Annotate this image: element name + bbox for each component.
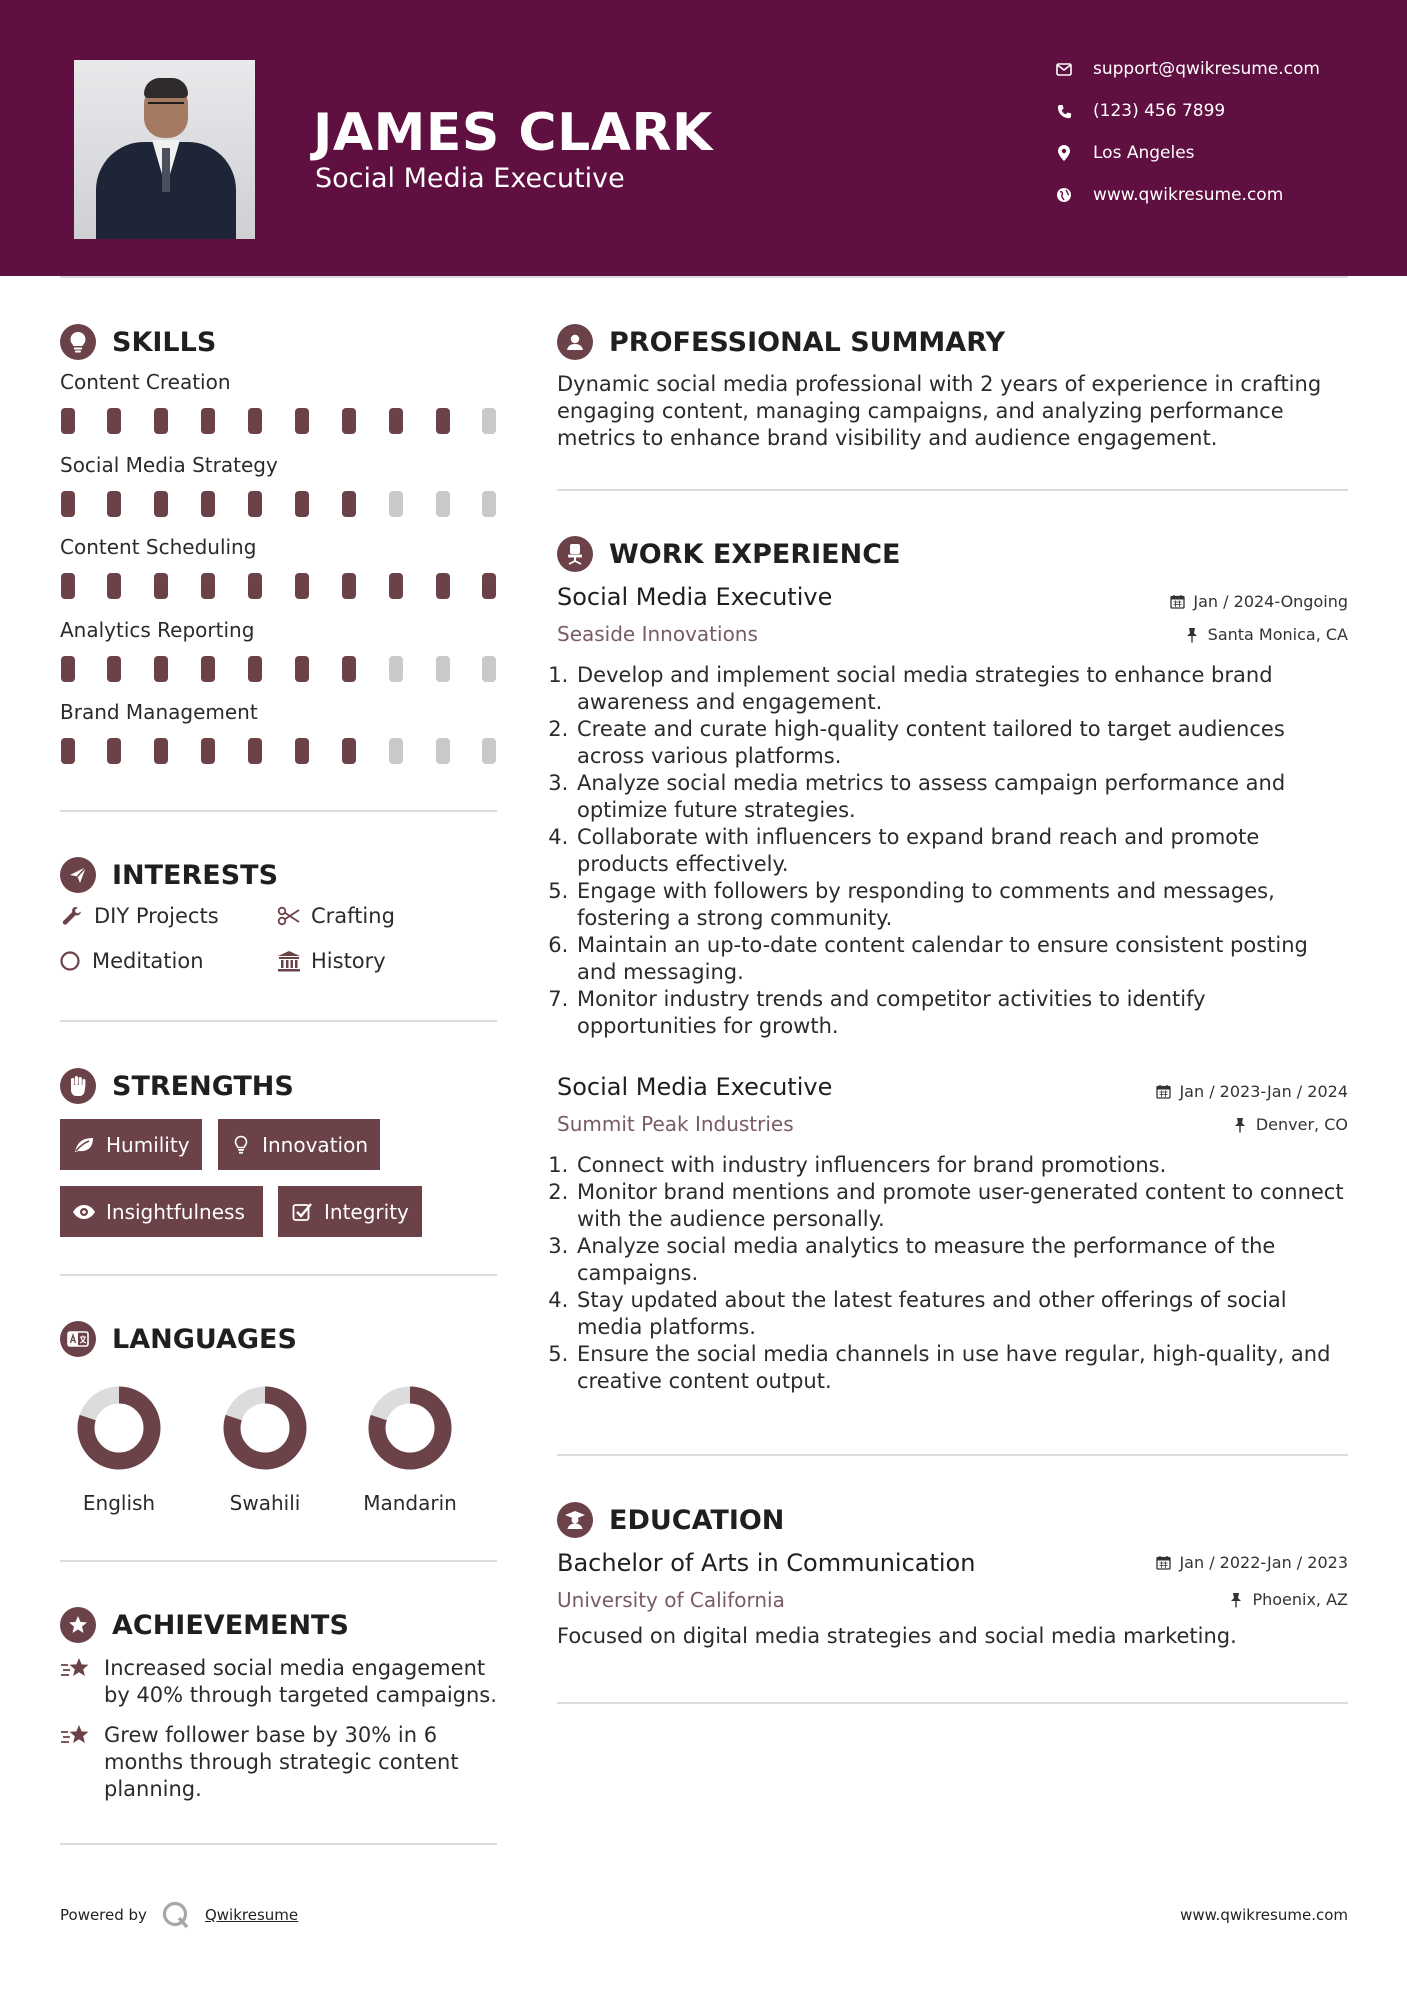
paper-plane-icon	[60, 857, 96, 893]
skill-pill-filled	[248, 491, 262, 517]
job-location	[1232, 1115, 1348, 1134]
pushpin-icon	[1228, 1592, 1244, 1608]
skill-pill-filled	[61, 656, 75, 682]
shooting-star-icon	[60, 1722, 92, 1750]
job-bullet: 7. Monitor industry trends and competitor activities to identify opportunities for growth.	[575, 986, 1347, 1040]
job-bullet: 1. Develop and implement social media strategies to enhance brand awareness and engagement.	[575, 662, 1347, 716]
map-pin-icon	[1055, 144, 1073, 162]
interest-label: Crafting	[311, 904, 395, 928]
skill-pill-filled	[295, 656, 309, 682]
contact-phone-text: (123) 456 7899	[1093, 101, 1226, 121]
skill-pill-filled	[248, 738, 262, 764]
section-divider	[60, 1560, 497, 1562]
skill-pill-empty	[436, 656, 450, 682]
lightbulb-icon	[230, 1133, 252, 1157]
skill-name: Content Scheduling	[60, 535, 257, 559]
interests-title: INTERESTS	[112, 859, 279, 891]
calendar-icon	[1155, 1555, 1171, 1571]
languages-title: LANGUAGES	[112, 1323, 297, 1355]
skill-pill-empty	[482, 491, 496, 517]
skill-pill-filled	[342, 491, 356, 517]
skill-pill-filled	[201, 656, 215, 682]
wrench-icon	[60, 904, 84, 928]
job-dates	[1169, 592, 1348, 611]
strength-tag	[60, 1119, 202, 1170]
skill-name: Brand Management	[60, 700, 258, 724]
skill-pill-filled	[201, 573, 215, 599]
achievements-title: ACHIEVEMENTS	[112, 1609, 349, 1641]
profile-photo	[74, 60, 255, 239]
pushpin-icon	[1232, 1117, 1248, 1133]
summary-heading	[557, 324, 1005, 360]
user-circle-icon	[557, 324, 593, 360]
powered-by	[60, 1900, 298, 1930]
education-title: EDUCATION	[609, 1504, 785, 1536]
contact-email-text: support@qwikresume.com	[1093, 59, 1320, 79]
language-name: Mandarin	[363, 1491, 457, 1515]
summary-text: Dynamic social media professional with 2 years of experience in crafting engaging content, managing campaigns, and analyzing performance metrics to enhance brand visibility and audience engagement.	[557, 372, 1322, 450]
museum-icon	[277, 949, 301, 973]
interests-heading	[60, 857, 278, 893]
pushpin-icon	[1184, 627, 1200, 643]
experience-heading	[557, 536, 900, 572]
skill-name: Analytics Reporting	[60, 618, 255, 642]
job-bullet: 2. Create and curate high-quality content tailored to target audiences across various platforms.	[575, 716, 1347, 770]
job-dates-text: Jan / 2023-Jan / 2024	[1179, 1082, 1348, 1101]
skill-pill-empty	[482, 656, 496, 682]
skill-pill-filled	[201, 491, 215, 517]
eye-icon	[72, 1200, 96, 1224]
strengths-heading	[60, 1068, 294, 1104]
interest-label: History	[311, 949, 386, 973]
experience-title: WORK EXPERIENCE	[609, 538, 901, 570]
contact-website[interactable]	[1055, 184, 1283, 206]
school-name: University of California	[557, 1588, 785, 1612]
education-location	[1228, 1590, 1348, 1609]
skill-pill-empty	[389, 656, 403, 682]
achievement-text: Grew follower base by 30% in 6 months through strategic content planning.	[104, 1723, 459, 1801]
skill-pill-filled	[61, 408, 75, 434]
skill-name: Social Media Strategy	[60, 453, 278, 477]
skill-pill-filled	[107, 573, 121, 599]
contact-location-text: Los Angeles	[1093, 143, 1195, 163]
section-divider	[60, 1843, 497, 1845]
job-bullet: 3. Analyze social media analytics to measure the performance of the campaigns.	[575, 1233, 1347, 1287]
skill-pill-empty	[436, 491, 450, 517]
skill-pill-filled	[482, 573, 496, 599]
section-divider	[557, 489, 1348, 491]
language-donut-charts	[0, 1380, 520, 1480]
skill-pill-filled	[295, 408, 309, 434]
job-dates	[1155, 1082, 1348, 1101]
language-name: English	[82, 1491, 156, 1515]
skill-name: Content Creation	[60, 370, 231, 394]
skill-pill-filled	[248, 408, 262, 434]
skill-pill-empty	[436, 738, 450, 764]
skill-pill-filled	[61, 573, 75, 599]
skill-pill-filled	[201, 408, 215, 434]
interest-item	[58, 949, 204, 973]
job-bullet: 3. Analyze social media metrics to assess campaign performance and optimize future strategies.	[575, 770, 1347, 824]
education-dates	[1155, 1553, 1348, 1572]
interest-item	[277, 904, 395, 928]
skill-pill-filled	[295, 738, 309, 764]
header-divider	[60, 276, 1348, 278]
skill-pill-filled	[342, 408, 356, 434]
skill-pill-filled	[154, 491, 168, 517]
strength-tag	[278, 1186, 422, 1237]
skill-pill-filled	[295, 491, 309, 517]
languages-heading	[60, 1321, 297, 1357]
section-divider	[557, 1702, 1348, 1704]
job-bullet: 5. Ensure the social media channels in use have regular, high-quality, and creative content output.	[575, 1341, 1347, 1395]
summary-title: PROFESSIONAL SUMMARY	[609, 326, 1006, 358]
job-bullet: 6. Maintain an up-to-date content calendar to ensure consistent posting and messaging.	[575, 932, 1347, 986]
skill-pill-filled	[201, 738, 215, 764]
circle-icon	[58, 949, 82, 973]
skill-pill-filled	[436, 408, 450, 434]
scissors-icon	[277, 904, 301, 928]
skill-pill-filled	[61, 738, 75, 764]
contact-website-text: www.qwikresume.com	[1093, 185, 1284, 205]
education-location-text: Phoenix, AZ	[1252, 1590, 1348, 1609]
strength-label: Insightfulness	[106, 1199, 245, 1224]
job-bullets	[557, 1152, 1347, 1395]
job-location-text: Denver, CO	[1255, 1115, 1348, 1134]
section-divider	[60, 1020, 497, 1022]
qwikresume-link[interactable]: Qwikresume	[204, 1906, 299, 1924]
calendar-icon	[1169, 594, 1185, 610]
interest-label: Meditation	[92, 949, 204, 973]
section-divider	[557, 1454, 1348, 1456]
leaf-icon	[72, 1133, 96, 1157]
strength-tag	[60, 1186, 263, 1237]
candidate-name: JAMES CLARK	[313, 103, 713, 163]
job-bullet: 1. Connect with industry influencers for brand promotions.	[575, 1152, 1347, 1179]
skill-pill-filled	[389, 573, 403, 599]
skill-pill-filled	[342, 573, 356, 599]
job-title: Social Media Executive	[557, 1073, 833, 1101]
skill-pill-filled	[248, 573, 262, 599]
skill-pill-empty	[389, 491, 403, 517]
qwikresume-logo-icon	[161, 1900, 191, 1930]
skill-pill-filled	[436, 573, 450, 599]
resume-header	[0, 0, 1407, 276]
education-heading	[557, 1502, 784, 1538]
skill-pill-filled	[154, 573, 168, 599]
education-description: Focused on digital media strategies and social media marketing.	[557, 1624, 1237, 1648]
language-icon	[60, 1321, 96, 1357]
interest-item	[277, 949, 386, 973]
contact-email[interactable]	[1055, 58, 1320, 80]
job-title: Social Media Executive	[557, 583, 833, 611]
skills-title: SKILLS	[112, 326, 217, 358]
section-divider	[60, 810, 497, 812]
skill-pill-filled	[295, 573, 309, 599]
section-divider	[60, 1274, 497, 1276]
star-badge-icon	[60, 1607, 96, 1643]
job-location-text: Santa Monica, CA	[1207, 625, 1348, 644]
education-dates-text: Jan / 2022-Jan / 2023	[1179, 1553, 1348, 1572]
skill-pill-filled	[107, 656, 121, 682]
envelope-icon	[1055, 60, 1073, 78]
check-square-icon	[290, 1200, 314, 1224]
skill-pill-filled	[342, 738, 356, 764]
contact-phone[interactable]	[1055, 100, 1225, 122]
achievement-item	[60, 1722, 504, 1803]
globe-icon	[1055, 186, 1073, 204]
skill-pill-filled	[154, 408, 168, 434]
office-chair-icon	[557, 536, 593, 572]
job-bullets	[557, 662, 1347, 1040]
raised-fist-icon	[60, 1068, 96, 1104]
skill-pill-filled	[107, 408, 121, 434]
footer-url[interactable]: www.qwikresume.com	[1180, 1906, 1348, 1924]
job-bullet: 5. Engage with followers by responding to comments and messages, fostering a strong community.	[575, 878, 1347, 932]
skill-pill-filled	[154, 656, 168, 682]
company-name: Summit Peak Industries	[557, 1112, 794, 1136]
strength-label: Innovation	[262, 1132, 368, 1157]
strength-label: Humility	[106, 1132, 190, 1157]
phone-icon	[1055, 102, 1073, 120]
shooting-star-icon	[60, 1655, 92, 1683]
skills-heading	[60, 324, 216, 360]
skill-pill-filled	[389, 408, 403, 434]
job-bullet: 4. Stay updated about the latest features and other offerings of social media platforms.	[575, 1287, 1347, 1341]
strength-label: Integrity	[324, 1199, 409, 1224]
skill-pill-empty	[482, 408, 496, 434]
strength-tag	[218, 1119, 380, 1170]
calendar-icon	[1155, 1084, 1171, 1100]
achievement-item	[60, 1655, 504, 1709]
contact-location	[1055, 142, 1195, 164]
powered-by-text: Powered by	[60, 1906, 147, 1924]
language-name: Swahili	[229, 1491, 301, 1515]
skill-pill-filled	[61, 491, 75, 517]
achievements-heading	[60, 1607, 349, 1643]
degree-title: Bachelor of Arts in Communication	[557, 1549, 976, 1577]
achievement-text: Increased social media engagement by 40% through targeted campaigns.	[104, 1656, 497, 1707]
candidate-role: Social Media Executive	[315, 163, 625, 194]
lightbulb-icon	[60, 324, 96, 360]
skill-pill-empty	[482, 738, 496, 764]
skill-pill-filled	[107, 738, 121, 764]
skill-pill-filled	[342, 656, 356, 682]
job-bullet: 4. Collaborate with influencers to expand brand reach and promote products effectively.	[575, 824, 1347, 878]
job-location	[1184, 625, 1348, 644]
strengths-title: STRENGTHS	[112, 1070, 294, 1102]
graduate-icon	[557, 1502, 593, 1538]
interest-item	[60, 904, 219, 928]
skill-pill-filled	[154, 738, 168, 764]
skill-pill-empty	[389, 738, 403, 764]
company-name: Seaside Innovations	[557, 622, 758, 646]
job-bullet: 2. Monitor brand mentions and promote user-generated content to connect with the audience personally.	[575, 1179, 1347, 1233]
skill-pill-filled	[107, 491, 121, 517]
skill-pill-filled	[248, 656, 262, 682]
job-dates-text: Jan / 2024-Ongoing	[1193, 592, 1348, 611]
interest-label: DIY Projects	[94, 904, 219, 928]
